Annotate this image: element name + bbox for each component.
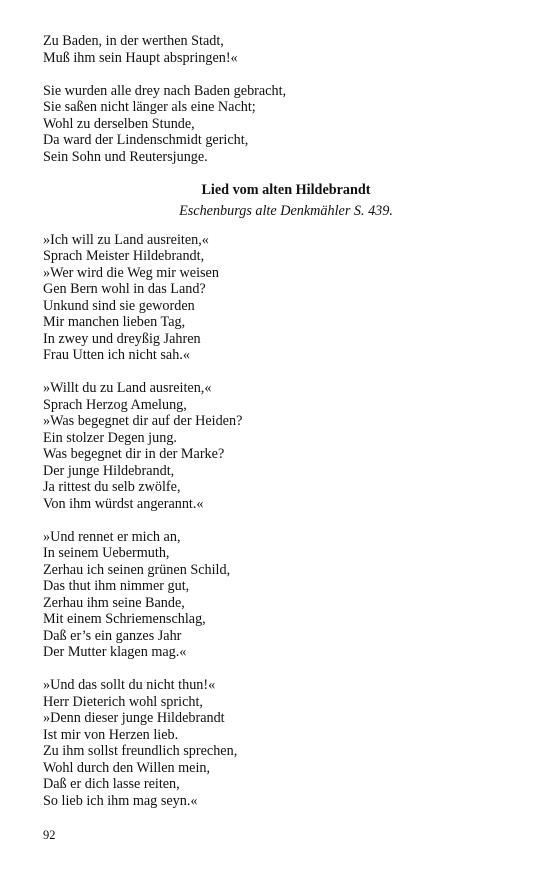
poem-title: Lied vom alten Hildebrandt — [201, 181, 371, 198]
verse-line: Zu Baden, in der werthen Stadt, — [43, 33, 224, 49]
stanza — [43, 83, 513, 166]
verse-line: Wohl durch den Willen mein, — [43, 759, 211, 776]
verse-line: Muß ihm sein Haupt abspringen!« — [43, 49, 238, 66]
verse-line: Von ihm würdst angerannt.« — [43, 495, 204, 512]
verse-line: Zu ihm sollst freundlich sprechen, — [43, 743, 238, 759]
stanza — [43, 380, 513, 512]
verse-line: Ja rittest du selb zwölfe, — [43, 479, 181, 495]
verse-line: Unkund sind sie geworden — [43, 297, 195, 314]
verse-line: Herr Dieterich wohl spricht, — [43, 693, 203, 710]
verse-line: Der Mutter klagen mag.« — [43, 644, 187, 660]
verse-line: In seinem Uebermuth, — [43, 545, 170, 561]
page-number: 92 — [43, 828, 56, 842]
verse-line: Ist mir von Herzen lieb. — [43, 726, 179, 743]
verse-line: Sprach Herzog Amelung, — [43, 396, 187, 413]
verse-line: Daß er dich lasse reiten, — [43, 776, 180, 792]
poem-source: Eschenburgs alte Denkmähler S. 439. — [179, 202, 393, 219]
verse-line: Zerhau ihm seine Bande, — [43, 594, 185, 611]
stanza — [43, 232, 513, 364]
poem-heading — [43, 182, 513, 220]
verse-line: Zerhau ich seinen grünen Schild, — [43, 561, 231, 578]
verse-line: Gen Bern wohl in das Land? — [43, 281, 206, 297]
verse-line: »Und rennet er mich an, — [43, 528, 181, 545]
verse-line: Sein Sohn und Reutersjunge. — [43, 148, 208, 165]
verse-line: Sprach Meister Hildebrandt, — [43, 248, 205, 264]
verse-line: Mir manchen lieben Tag, — [43, 314, 186, 330]
verse-line: »Was begegnet dir auf der Heiden? — [43, 413, 243, 429]
verse-line: »Denn dieser junge Hildebrandt — [43, 710, 225, 726]
verse-line: »Willt du zu Land ausreiten,« — [43, 380, 212, 396]
verse-line: Sie wurden alle drey nach Baden gebracht, — [43, 82, 287, 99]
verse-line: »Wer wird die Weg mir weisen — [43, 264, 219, 281]
verse-line: Das thut ihm nimmer gut, — [43, 578, 190, 594]
stanza — [43, 33, 513, 66]
verse-line: Sie saßen nicht länger als eine Nacht; — [43, 99, 256, 115]
verse-line: So lieb ich ihm mag seyn.« — [43, 792, 198, 809]
verse-line: »Ich will zu Land ausreiten,« — [43, 231, 209, 248]
verse-line: Was begegnet dir in der Marke? — [43, 446, 225, 462]
verse-line: Der junge Hildebrandt, — [43, 462, 175, 479]
verse-line: »Und das sollt du nicht thun!« — [43, 677, 216, 693]
verse-line: Daß er’s ein ganzes Jahr — [43, 627, 182, 644]
verse-line: Frau Utten ich nicht sah.« — [43, 347, 190, 363]
stanza — [43, 529, 513, 661]
verse-line: Wohl zu derselben Stunde, — [43, 115, 195, 132]
verse-line: Mit einem Schriemenschlag, — [43, 611, 206, 627]
verse-line: In zwey und dreyßig Jahren — [43, 330, 201, 347]
stanza — [43, 677, 513, 809]
page-body — [43, 33, 513, 826]
verse-line: Ein stolzer Degen jung. — [43, 429, 177, 446]
verse-line: Da ward der Lindenschmidt gericht, — [43, 132, 249, 148]
